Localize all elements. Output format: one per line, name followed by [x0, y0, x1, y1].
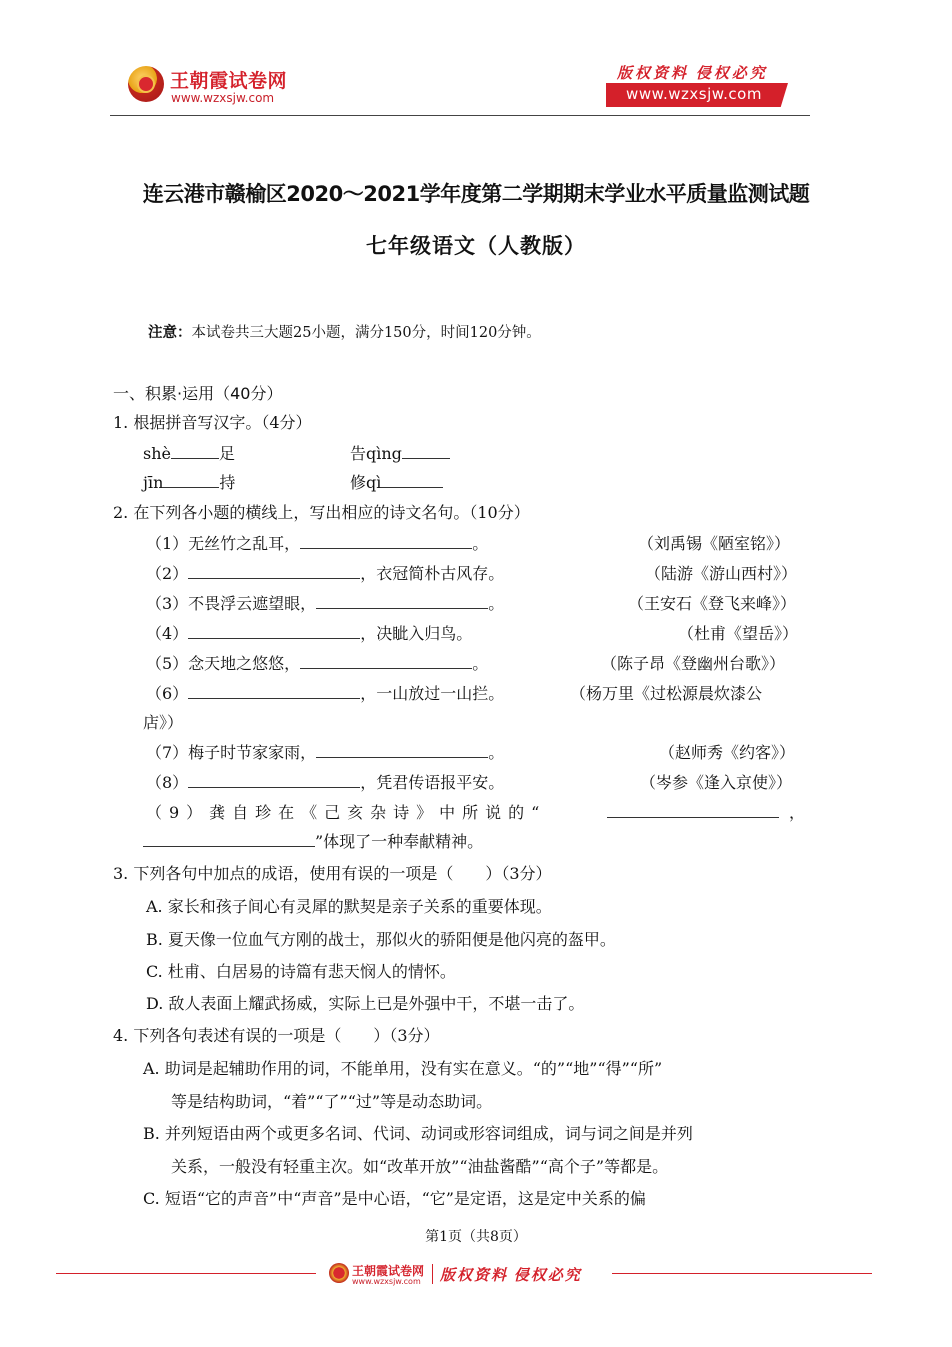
q4-option-c[interactable]: C. 短语“它的声音”中“声音”是中心语，“它”是定语，这是定中关系的偏	[143, 1189, 646, 1208]
footer-divider-right	[612, 1273, 872, 1274]
question-2-stem: 2. 在下列各小题的横线上，写出相应的诗文名句。（10分）	[113, 503, 530, 522]
question-4-stem: 4. 下列各句表述有误的一项是（ ）（3分）	[113, 1026, 440, 1045]
question-1-stem: 1. 根据拼音写汉字。（4分）	[113, 413, 312, 432]
q2-item-9-blank-1: ，	[607, 800, 805, 823]
question-3-stem: 3. 下列各句中加点的成语，使用有误的一项是（ ）（3分）	[113, 864, 552, 883]
footer-logo-icon	[329, 1263, 349, 1283]
q2-item-7: （7）梅子时节家家雨， 。	[146, 743, 505, 762]
q2-item-8: （8） ，凭君传语报平安。	[146, 773, 505, 792]
brand-logo-icon	[128, 66, 164, 102]
answer-blank[interactable]	[300, 534, 472, 549]
page-number: 第1页（共8页）	[425, 1229, 527, 1245]
q4-option-b[interactable]: B. 并列短语由两个或更多名词、代词、动词或形容词组成，词与词之间是并列	[143, 1124, 693, 1143]
copyright-notice: 版权资料 侵权必究	[617, 66, 768, 82]
answer-blank[interactable]	[607, 803, 779, 818]
answer-blank[interactable]	[171, 444, 219, 459]
footer-url[interactable]: www.wzxsjw.com	[352, 1277, 421, 1286]
q1-item-d: 修qì	[350, 470, 443, 493]
answer-blank[interactable]	[188, 773, 360, 788]
answer-blank[interactable]	[188, 624, 360, 639]
q3-option-b[interactable]: B. 夏天像一位血气方刚的战士，那似火的骄阳便是他闪亮的盔甲。	[146, 930, 616, 949]
q2-item-6: （6） ，一山放过一山拦。	[146, 684, 505, 703]
footer-brand: 王朝霞试卷网	[352, 1264, 425, 1278]
q1-item-c: jīn 持	[143, 473, 236, 492]
exam-subtitle: 七年级语文（人教版）	[366, 234, 586, 258]
q2-item-6-source: （杨万里《过松源晨炊漆公	[570, 684, 763, 703]
q2-item-2-source: （陆游《游山西村》）	[645, 564, 798, 583]
brand-name: 王朝霞试卷网	[170, 70, 288, 92]
q1-item-a: shè 足	[143, 444, 235, 463]
notice-text: 本试卷共三大题25小题，满分150分，时间120分钟。	[191, 325, 541, 341]
notice-label: 注意：	[148, 325, 192, 341]
q4-option-a[interactable]: A. 助词是起辅助作用的词，不能单用，没有实在意义。“的”“地”“得”“所”	[143, 1059, 663, 1078]
q2-item-7-source: （赵师秀《约客》）	[659, 743, 796, 762]
answer-blank[interactable]	[381, 473, 443, 488]
answer-blank[interactable]	[188, 564, 360, 579]
exam-notice	[148, 321, 541, 342]
q3-option-a[interactable]: A. 家长和孩子间心有灵犀的默契是亲子关系的重要体现。	[146, 897, 552, 916]
answer-blank[interactable]	[300, 654, 472, 669]
answer-blank[interactable]	[188, 684, 360, 699]
q2-item-3-source: （王安石《登飞来峰》）	[628, 594, 797, 613]
q1-item-b: 告qìng	[350, 441, 450, 464]
q2-item-4-source: （杜甫《望岳》）	[678, 624, 799, 643]
answer-blank[interactable]	[402, 444, 450, 459]
header-divider	[110, 115, 810, 116]
q2-item-1-source: （刘禹锡《陋室铭》）	[638, 534, 791, 553]
url-banner-text[interactable]: www.wzxsjw.com	[626, 85, 762, 103]
section-heading: 一、积累·运用（40分）	[113, 384, 283, 403]
q2-item-9: （9）龚自珍在《己亥杂诗》中所说的“	[146, 803, 547, 822]
q2-item-3: （3）不畏浮云遮望眼， 。	[146, 594, 505, 613]
q3-option-c[interactable]: C. 杜甫、白居易的诗篇有悲天悯人的情怀。	[146, 962, 456, 981]
footer-separator	[432, 1264, 433, 1284]
q2-item-8-source: （岑参《逢入京使》）	[640, 773, 793, 792]
q3-option-d[interactable]: D. 敌人表面上耀武扬威，实际上已是外强中干，不堪一击了。	[146, 994, 585, 1013]
q2-item-5-source: （陈子昂《登幽州台歌》）	[601, 654, 786, 673]
q2-item-2: （2） ，衣冠简朴古风存。	[146, 564, 505, 583]
answer-blank[interactable]	[143, 832, 315, 847]
answer-blank[interactable]	[316, 743, 488, 758]
q2-item-4: （4） ，决眦入归鸟。	[146, 624, 473, 643]
footer-copyright: 版权资料 侵权必究	[440, 1268, 582, 1284]
brand-url: www.wzxsjw.com	[171, 91, 275, 105]
q4-option-b-cont: 关系，一般没有轻重主次。如“改革开放”“油盐酱酷”“高个子”等都是。	[171, 1157, 669, 1176]
answer-blank[interactable]	[163, 473, 219, 488]
q2-item-9-cont: ”体现了一种奉献精神。	[143, 829, 483, 852]
answer-blank[interactable]	[316, 594, 488, 609]
q2-item-6-source-cont: 店》）	[143, 713, 184, 732]
q2-item-5: （5）念天地之悠悠， 。	[146, 654, 489, 673]
footer-divider-left	[56, 1273, 316, 1274]
exam-title: 连云港市赣榆区2020～2021学年度第二学期期末学业水平质量监测试题	[142, 182, 810, 206]
q2-item-1: （1）无丝竹之乱耳， 。	[146, 534, 489, 553]
q4-option-a-cont: 等是结构助词，“着”“了”“过”等是动态助词。	[171, 1092, 493, 1111]
